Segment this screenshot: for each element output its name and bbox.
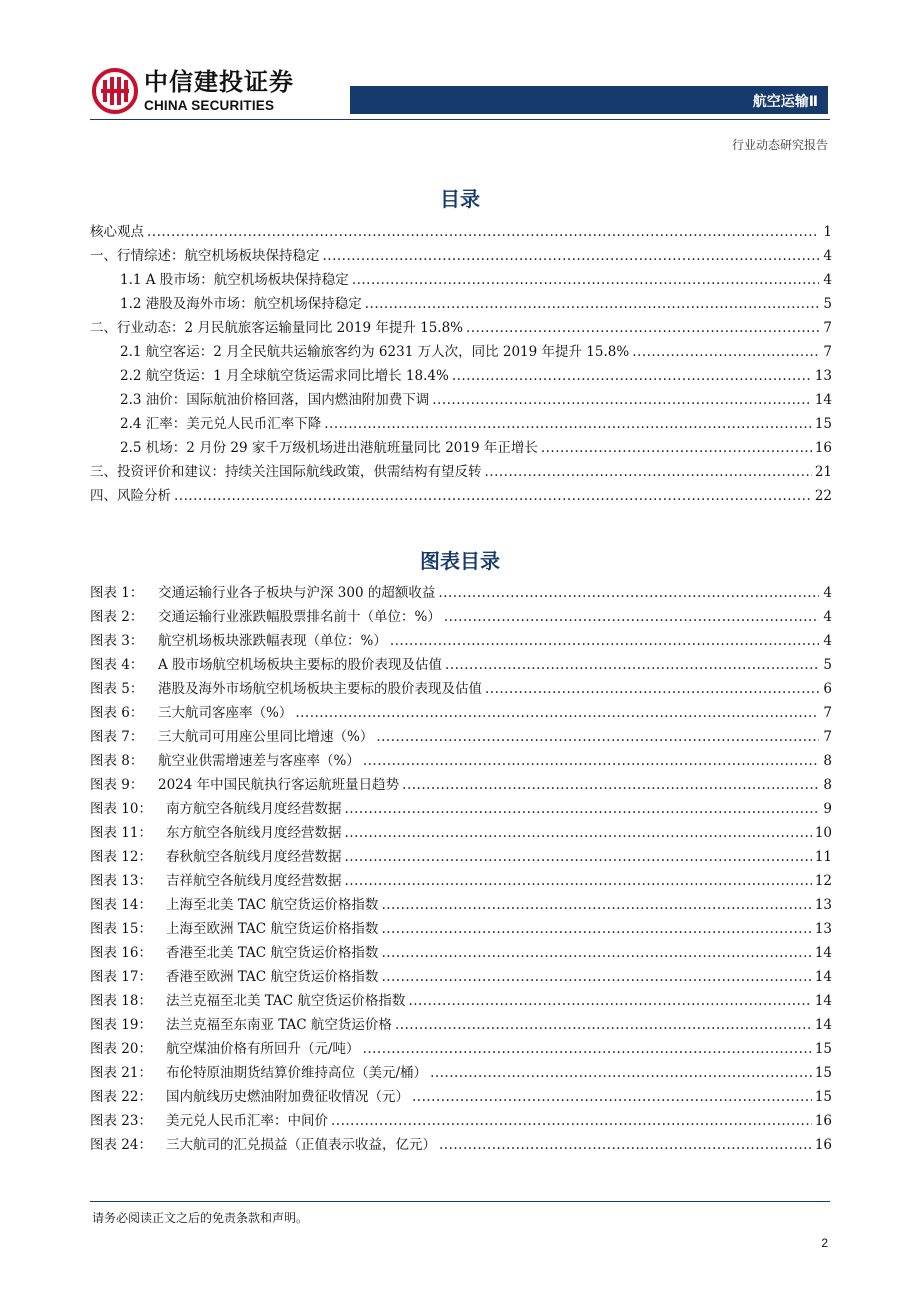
toc-leader-dots (365, 296, 819, 312)
toc-entry-page: 5 (823, 296, 832, 312)
logo-chinese-name: 中信建投证券 (144, 67, 294, 96)
figure-entry[interactable] (90, 581, 832, 605)
figure-entry-page: 11 (814, 849, 832, 865)
toc-entry-page: 15 (814, 416, 832, 432)
figure-entry[interactable] (90, 701, 832, 725)
sector-label: 航空运输Ⅱ (752, 94, 818, 110)
figure-entry[interactable] (90, 1133, 832, 1157)
figure-entry[interactable] (90, 869, 832, 893)
figure-entry-title: 航空煤油价格有所回升（元/吨） (166, 1041, 360, 1057)
figure-entry-page: 4 (823, 633, 832, 649)
figure-leader-dots (412, 1089, 812, 1105)
figure-entry-label: 图表 6： (90, 705, 144, 721)
figure-leader-dots (390, 633, 819, 649)
toc-leader-dots (541, 440, 812, 456)
figure-entry[interactable] (90, 1061, 832, 1085)
toc-leader-dots (485, 464, 812, 480)
figure-entry-label: 图表 18： (90, 993, 152, 1009)
figure-entry[interactable] (90, 1037, 832, 1061)
figure-leader-dots (376, 729, 819, 745)
figure-entry-label: 图表 3： (90, 633, 144, 649)
figure-entry[interactable] (90, 917, 832, 941)
figure-leader-dots (331, 1113, 812, 1129)
figure-leader-dots (381, 969, 811, 985)
toc-entry[interactable] (90, 484, 832, 508)
toc-entry-page: 22 (814, 488, 832, 504)
logo-english-name: CHINA SECURITIES (144, 97, 275, 113)
figure-entry-title: 春秋航空各航线月度经营数据 (166, 849, 342, 865)
figure-entry-title: 交通运输行业涨跌幅股票排名前十（单位：%） (158, 609, 441, 625)
toc-leader-dots (452, 368, 812, 384)
figure-leader-dots (381, 921, 811, 937)
figure-entry-label: 图表 16： (90, 945, 152, 961)
page-number: 2 (821, 1236, 828, 1250)
figure-leader-dots (345, 825, 812, 841)
toc-entry-page: 21 (814, 464, 832, 480)
toc-entry-title: 二、行业动态：2 月民航旅客运输量同比 2019 年提升 15.8% (90, 320, 463, 336)
toc-entry-title: 1.2 港股及海外市场：航空机场保持稳定 (120, 296, 362, 312)
figure-entry-label: 图表 24： (90, 1137, 152, 1153)
figure-entry-label: 图表 8： (90, 753, 144, 769)
toc-entry[interactable] (90, 220, 832, 244)
figure-entry-label: 图表 23： (90, 1113, 152, 1129)
figure-entry[interactable] (90, 725, 832, 749)
figure-entry[interactable] (90, 605, 832, 629)
figure-leader-dots (345, 801, 820, 817)
figure-entry-title: 航空业供需增速差与客座率（%） (158, 753, 360, 769)
toc-entry-page: 7 (823, 320, 832, 336)
toc-entry-title: 四、风险分析 (90, 488, 171, 504)
toc-entry[interactable] (90, 340, 832, 364)
toc-entry-title: 2.1 航空客运：2 月全民航共运输旅客约为 6231 万人次，同比 2019 年提升 15.8% (120, 344, 630, 360)
figure-entry-title: 吉祥航空各航线月度经营数据 (166, 873, 342, 889)
figure-leader-dots (402, 777, 819, 793)
toc-leader-dots (174, 488, 812, 504)
figure-entry[interactable] (90, 1013, 832, 1037)
figure-entry[interactable] (90, 797, 832, 821)
figure-leader-dots (363, 753, 819, 769)
figure-leader-dots (363, 1041, 812, 1057)
figure-entry-label: 图表 21： (90, 1065, 152, 1081)
figure-entry[interactable] (90, 893, 832, 917)
figure-entry-title: 法兰克福至北美 TAC 航空货运价格指数 (166, 993, 406, 1009)
figure-list-title: 图表目录 (420, 549, 500, 573)
figure-leader-dots (395, 1017, 812, 1033)
figure-entry-page: 13 (814, 921, 832, 937)
figure-entry[interactable] (90, 1109, 832, 1133)
toc-entry[interactable] (90, 364, 832, 388)
figure-entry-page: 7 (823, 705, 832, 721)
figure-entry[interactable] (90, 677, 832, 701)
figure-entry[interactable] (90, 941, 832, 965)
figure-leader-dots (408, 993, 811, 1009)
figure-leader-dots (485, 681, 819, 697)
figure-entry-title: 布伦特原油期货结算价维持高位（美元/桶） (166, 1065, 428, 1081)
figure-entry-label: 图表 14： (90, 897, 152, 913)
figure-leader-dots (345, 849, 812, 865)
toc-entry-page: 14 (814, 392, 832, 408)
figure-entry[interactable] (90, 845, 832, 869)
figure-entry[interactable] (90, 821, 832, 845)
figure-entry[interactable] (90, 749, 832, 773)
figure-entry-page: 14 (814, 945, 832, 961)
figure-entry-page: 15 (814, 1065, 832, 1081)
figure-entry-label: 图表 12： (90, 849, 152, 865)
figure-entry[interactable] (90, 1085, 832, 1109)
toc-entry-title: 核心观点 (90, 224, 144, 240)
figure-entry-label: 图表 22： (90, 1089, 152, 1105)
disclaimer-note: 请务必阅读正文之后的免责条款和声明。 (92, 1211, 309, 1225)
figure-entry-page: 8 (823, 753, 832, 769)
figure-entry-label: 图表 13： (90, 873, 152, 889)
figure-leader-dots (445, 657, 819, 673)
toc-leader-dots (352, 272, 819, 288)
figure-entry-title: 香港至北美 TAC 航空货运价格指数 (166, 945, 379, 961)
figure-entry-page: 4 (823, 609, 832, 625)
toc-leader-dots (466, 320, 819, 336)
figure-entry-title: 三大航司客座率（%） (158, 705, 293, 721)
figure-list (90, 581, 832, 1157)
toc-entry[interactable] (90, 244, 832, 268)
figure-leader-dots (444, 609, 819, 625)
figure-leader-dots (381, 897, 811, 913)
figure-entry-page: 14 (814, 993, 832, 1009)
figure-entry-title: A 股市场航空机场板块主要标的股价表现及估值 (158, 657, 443, 673)
report-type: 行业动态研究报告 (731, 138, 828, 152)
figure-leader-dots (438, 585, 819, 601)
toc-entry[interactable] (90, 292, 832, 316)
figure-leader-dots (295, 705, 819, 721)
header-sector-band (350, 86, 828, 114)
figure-entry-page: 7 (823, 729, 832, 745)
figure-entry-label: 图表 15： (90, 921, 152, 937)
toc-leader-dots (632, 344, 819, 360)
toc-entry-title: 2.3 油价：国际航油价格回落，国内燃油附加费下调 (120, 392, 430, 408)
toc-entry-title: 2.2 航空货运：1 月全球航空货运需求同比增长 18.4% (120, 368, 449, 384)
china-securities-logo-icon (92, 68, 138, 114)
figure-leader-dots (381, 945, 811, 961)
figure-entry-page: 15 (814, 1089, 832, 1105)
figure-entry-title: 香港至欧洲 TAC 航空货运价格指数 (166, 969, 379, 985)
toc-leader-dots (323, 248, 820, 264)
toc-entry-page: 4 (823, 248, 832, 264)
toc-entry[interactable] (90, 388, 832, 412)
figure-entry-title: 三大航司可用座公里同比增速（%） (158, 729, 374, 745)
figure-entry[interactable] (90, 773, 832, 797)
figure-entry-page: 8 (823, 777, 832, 793)
figure-entry-label: 图表 17： (90, 969, 152, 985)
figure-entry-page: 6 (823, 681, 832, 697)
figure-leader-dots (439, 1137, 812, 1153)
figure-entry-label: 图表 10： (90, 801, 152, 817)
figure-entry-page: 16 (814, 1113, 832, 1129)
toc-entry[interactable] (90, 460, 832, 484)
toc-entry[interactable] (90, 268, 832, 292)
figure-entry-title: 港股及海外市场航空机场板块主要标的股价表现及估值 (158, 681, 482, 697)
figure-entry[interactable] (90, 989, 832, 1013)
toc-entry-page: 1 (823, 224, 832, 240)
footer-divider (90, 1201, 830, 1202)
figure-entry-page: 13 (814, 897, 832, 913)
figure-entry-page: 4 (823, 585, 832, 601)
figure-entry-label: 图表 11： (90, 825, 152, 841)
figure-entry-title: 2024 年中国民航执行客运航班量日趋势 (158, 777, 400, 793)
toc-leader-dots (147, 224, 819, 240)
toc-entry[interactable] (90, 436, 832, 460)
figure-entry[interactable] (90, 965, 832, 989)
figure-entry-page: 9 (823, 801, 832, 817)
toc-entry-page: 16 (814, 440, 832, 456)
figure-entry-label: 图表 5： (90, 681, 144, 697)
figure-entry-title: 航空机场板块涨跌幅表现（单位：%） (158, 633, 387, 649)
figure-entry-label: 图表 1： (90, 585, 144, 601)
figure-entry-page: 14 (814, 1017, 832, 1033)
figure-entry-page: 10 (814, 825, 832, 841)
figure-entry-label: 图表 20： (90, 1041, 152, 1057)
figure-entry-label: 图表 4： (90, 657, 144, 673)
toc-entry-page: 7 (823, 344, 832, 360)
toc-title: 目录 (440, 187, 480, 211)
figure-entry-label: 图表 7： (90, 729, 144, 745)
toc-entry-title: 一、行情综述：航空机场板块保持稳定 (90, 248, 320, 264)
toc-entry[interactable] (90, 412, 832, 436)
figure-entry-page: 14 (814, 969, 832, 985)
toc-leader-dots (324, 416, 812, 432)
toc-entry-page: 13 (814, 368, 832, 384)
figure-entry-page: 15 (814, 1041, 832, 1057)
figure-entry-title: 法兰克福至东南亚 TAC 航空货运价格 (166, 1017, 392, 1033)
header-divider (90, 119, 830, 120)
figure-leader-dots (430, 1065, 812, 1081)
figure-entry-title: 上海至欧洲 TAC 航空货运价格指数 (166, 921, 379, 937)
toc-entry-title: 三、投资评价和建议：持续关注国际航线政策，供需结构有望反转 (90, 464, 482, 480)
toc-entry-title: 1.1 A 股市场：航空机场板块保持稳定 (120, 272, 349, 288)
figure-leader-dots (345, 873, 812, 889)
figure-entry-page: 12 (814, 873, 832, 889)
figure-entry-page: 16 (814, 1137, 832, 1153)
figure-entry-title: 三大航司的汇兑损益（正值表示收益，亿元） (166, 1137, 436, 1153)
figure-entry-title: 南方航空各航线月度经营数据 (166, 801, 342, 817)
figure-entry-label: 图表 9： (90, 777, 144, 793)
figure-entry-label: 图表 19： (90, 1017, 152, 1033)
toc-list (90, 220, 832, 508)
figure-entry-page: 5 (823, 657, 832, 673)
figure-entry[interactable] (90, 653, 832, 677)
toc-leader-dots (432, 392, 812, 408)
figure-entry-title: 美元兑人民币汇率：中间价 (166, 1113, 328, 1129)
toc-entry-title: 2.5 机场：2 月份 29 家千万级机场进出港航班量同比 2019 年正增长 (120, 440, 538, 456)
toc-entry-title: 2.4 汇率：美元兑人民币汇率下降 (120, 416, 322, 432)
figure-entry-title: 上海至北美 TAC 航空货运价格指数 (166, 897, 379, 913)
figure-entry-label: 图表 2： (90, 609, 144, 625)
toc-entry-page: 4 (823, 272, 832, 288)
figure-entry-title: 国内航线历史燃油附加费征收情况（元） (166, 1089, 409, 1105)
figure-entry-title: 交通运输行业各子板块与沪深 300 的超额收益 (158, 585, 436, 601)
toc-entry[interactable] (90, 316, 832, 340)
figure-entry[interactable] (90, 629, 832, 653)
figure-entry-title: 东方航空各航线月度经营数据 (166, 825, 342, 841)
company-logo (92, 68, 294, 114)
